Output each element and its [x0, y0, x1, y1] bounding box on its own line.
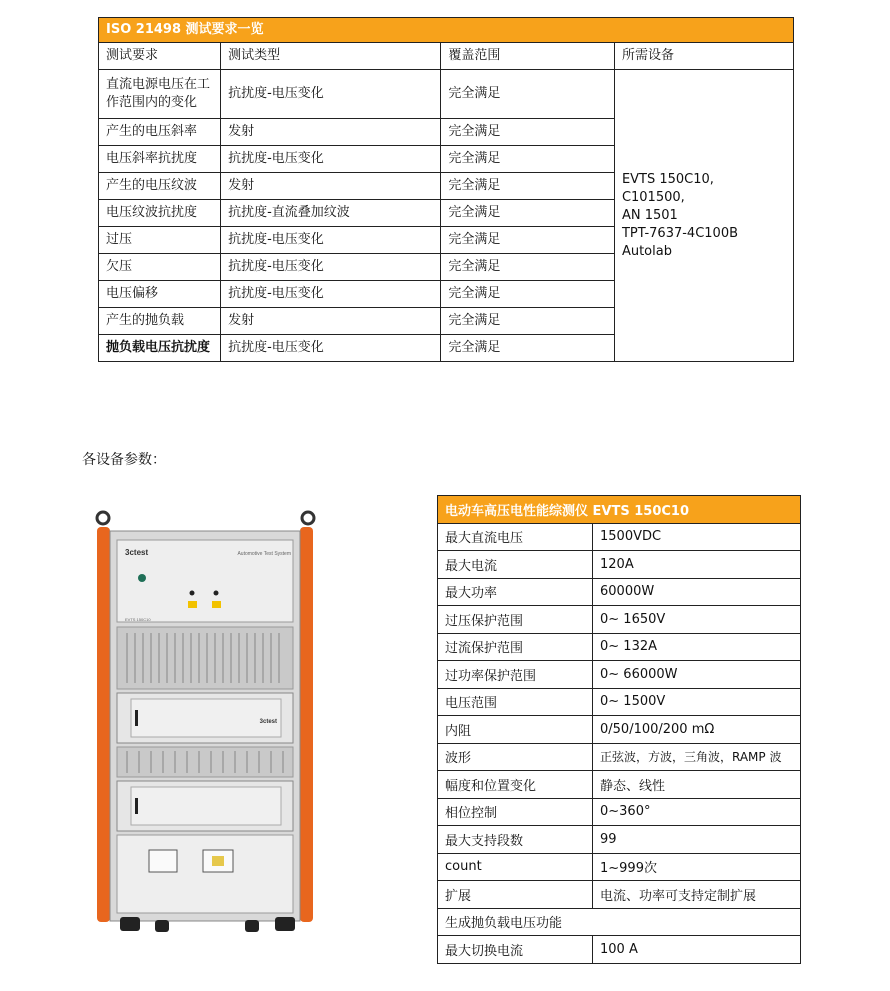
req-cell: 直流电源电压在工作范围内的变化	[99, 70, 221, 119]
caster-wheel-icon	[245, 920, 259, 932]
module-handle	[135, 710, 138, 726]
spec-key: 最大直流电压	[438, 523, 593, 551]
vent-panel	[117, 747, 293, 777]
spec-value: 100 A	[593, 936, 801, 964]
table-row	[99, 70, 794, 119]
coverage-cell: 完全满足	[441, 146, 615, 173]
coverage-cell: 完全满足	[441, 200, 615, 227]
spec-value: 0~ 1650V	[593, 606, 801, 634]
section-label: 各设备参数：	[82, 452, 166, 468]
req-cell: 产生的电压纹波	[99, 173, 221, 200]
spec-key: 扩展	[438, 881, 593, 909]
table-row	[438, 853, 801, 881]
type-cell: 发射	[221, 308, 441, 335]
spec-key: 过流保护范围	[438, 633, 593, 661]
spec-key: 最大功率	[438, 578, 593, 606]
coverage-cell: 完全满足	[441, 335, 615, 362]
req-cell: 电压斜率抗扰度	[99, 146, 221, 173]
spec-key: 过压保护范围	[438, 606, 593, 634]
indicator-icon	[214, 591, 219, 596]
type-cell: 抗扰度-电压变化	[221, 70, 441, 119]
req-cell: 欠压	[99, 254, 221, 281]
brand-logo: 3ctest	[125, 548, 149, 557]
equipment-item: EVTS 150C10,	[621, 171, 714, 187]
spec-key: 电压范围	[438, 688, 593, 716]
req-cell: 产生的抛负载	[99, 308, 221, 335]
equipment-item: C101500,	[621, 189, 685, 205]
spec-value: 120A	[593, 551, 801, 579]
table-row	[438, 688, 801, 716]
table-row	[438, 633, 801, 661]
spec-key: 幅度和位置变化	[438, 771, 593, 799]
spec-value: 0~360°	[593, 798, 801, 826]
type-cell: 抗扰度-电压变化	[221, 227, 441, 254]
spec-value: 0~ 132A	[593, 633, 801, 661]
spec-key: 相位控制	[438, 798, 593, 826]
table-row	[438, 936, 801, 964]
spec-value: 0/50/100/200 mΩ	[593, 716, 801, 744]
spec-value: 1~999次	[593, 853, 801, 881]
table-row	[438, 826, 801, 854]
type-cell: 抗扰度-电压变化	[221, 146, 441, 173]
coverage-cell: 完全满足	[441, 70, 615, 119]
type-cell: 发射	[221, 173, 441, 200]
caster-wheel-icon	[120, 917, 140, 931]
spec-key: 波形	[438, 743, 593, 771]
req-cell: 过压	[99, 227, 221, 254]
col-header: 所需设备	[614, 43, 793, 70]
spec-key: 最大切换电流	[438, 936, 593, 964]
lifting-eye-icon	[302, 512, 314, 524]
type-cell: 发射	[221, 119, 441, 146]
type-cell: 抗扰度-电压变化	[221, 254, 441, 281]
side-post	[97, 527, 110, 922]
req-cell: 电压纹波抗扰度	[99, 200, 221, 227]
spec-key: 内阻	[438, 716, 593, 744]
coverage-cell: 完全满足	[441, 173, 615, 200]
col-header: 测试类型	[221, 43, 441, 70]
coverage-cell: 完全满足	[441, 281, 615, 308]
coverage-cell: 完全满足	[441, 308, 615, 335]
module-front	[131, 699, 281, 737]
table-row	[438, 661, 801, 689]
table-row	[438, 771, 801, 799]
warning-label-icon	[188, 601, 197, 608]
table-row	[438, 551, 801, 579]
evts-spec-table	[437, 495, 801, 964]
table-title: ISO 21498 测试要求一览	[99, 18, 794, 43]
type-cell: 抗扰度-电压变化	[221, 281, 441, 308]
spec-key: count	[438, 853, 593, 881]
table-row	[438, 606, 801, 634]
spec-value: 静态、线性	[593, 771, 801, 799]
spec-value: 0~ 1500V	[593, 688, 801, 716]
warning-label-icon	[212, 601, 221, 608]
table-row	[438, 716, 801, 744]
equipment-cell	[614, 70, 793, 362]
spec-key: 最大电流	[438, 551, 593, 579]
iso-requirements-table	[98, 17, 794, 362]
col-header: 测试要求	[99, 43, 221, 70]
spec-value: 1500VDC	[593, 523, 801, 551]
table-row	[438, 523, 801, 551]
coverage-cell: 完全满足	[441, 254, 615, 281]
req-cell: 产生的电压斜率	[99, 119, 221, 146]
coverage-cell: 完全满足	[441, 119, 615, 146]
power-button	[138, 574, 146, 582]
spec-key: 生成抛负载电压功能	[438, 908, 801, 936]
caster-wheel-icon	[275, 917, 295, 931]
terminal-block-icon	[149, 850, 177, 872]
model-label: EVTS 150C10	[125, 617, 151, 622]
spec-value: 正弦波，方波，三角波，RAMP 波	[593, 743, 801, 771]
col-header: 覆盖范围	[441, 43, 615, 70]
header-row	[99, 43, 794, 70]
table-row	[438, 881, 801, 909]
table-title: 电动车高压电性能综测仪 EVTS 150C10	[438, 496, 801, 524]
caster-wheel-icon	[155, 920, 169, 932]
equipment-item: AN 1501	[621, 207, 678, 223]
table-row	[438, 578, 801, 606]
type-cell: 抗扰度-电压变化	[221, 335, 441, 362]
evts-cabinet-photo	[95, 505, 323, 935]
table-row	[438, 798, 801, 826]
type-cell: 抗扰度-直流叠加纹波	[221, 200, 441, 227]
equipment-item: Autolab	[621, 243, 672, 259]
spec-value: 电流、功率可支持定制扩展	[593, 881, 801, 909]
req-cell: 抛负载电压抗扰度	[99, 335, 221, 362]
spec-key: 过功率保护范围	[438, 661, 593, 689]
side-post	[300, 527, 313, 922]
spec-value: 99	[593, 826, 801, 854]
system-label: Automotive Test System	[237, 551, 291, 557]
module-brand: 3ctest	[259, 719, 277, 725]
module-front	[131, 787, 281, 825]
table-row	[438, 908, 801, 936]
bottom-panel	[117, 835, 293, 913]
indicator-icon	[190, 591, 195, 596]
equipment-item: TPT-7637-4C100B	[621, 225, 739, 241]
coverage-cell: 完全满足	[441, 227, 615, 254]
req-cell: 电压偏移	[99, 281, 221, 308]
module-handle	[135, 798, 138, 814]
spec-value: 0~ 66000W	[593, 661, 801, 689]
spec-key: 最大支持段数	[438, 826, 593, 854]
spec-value: 60000W	[593, 578, 801, 606]
connector-plug-icon	[212, 856, 224, 866]
lifting-eye-icon	[97, 512, 109, 524]
table-row	[438, 743, 801, 771]
